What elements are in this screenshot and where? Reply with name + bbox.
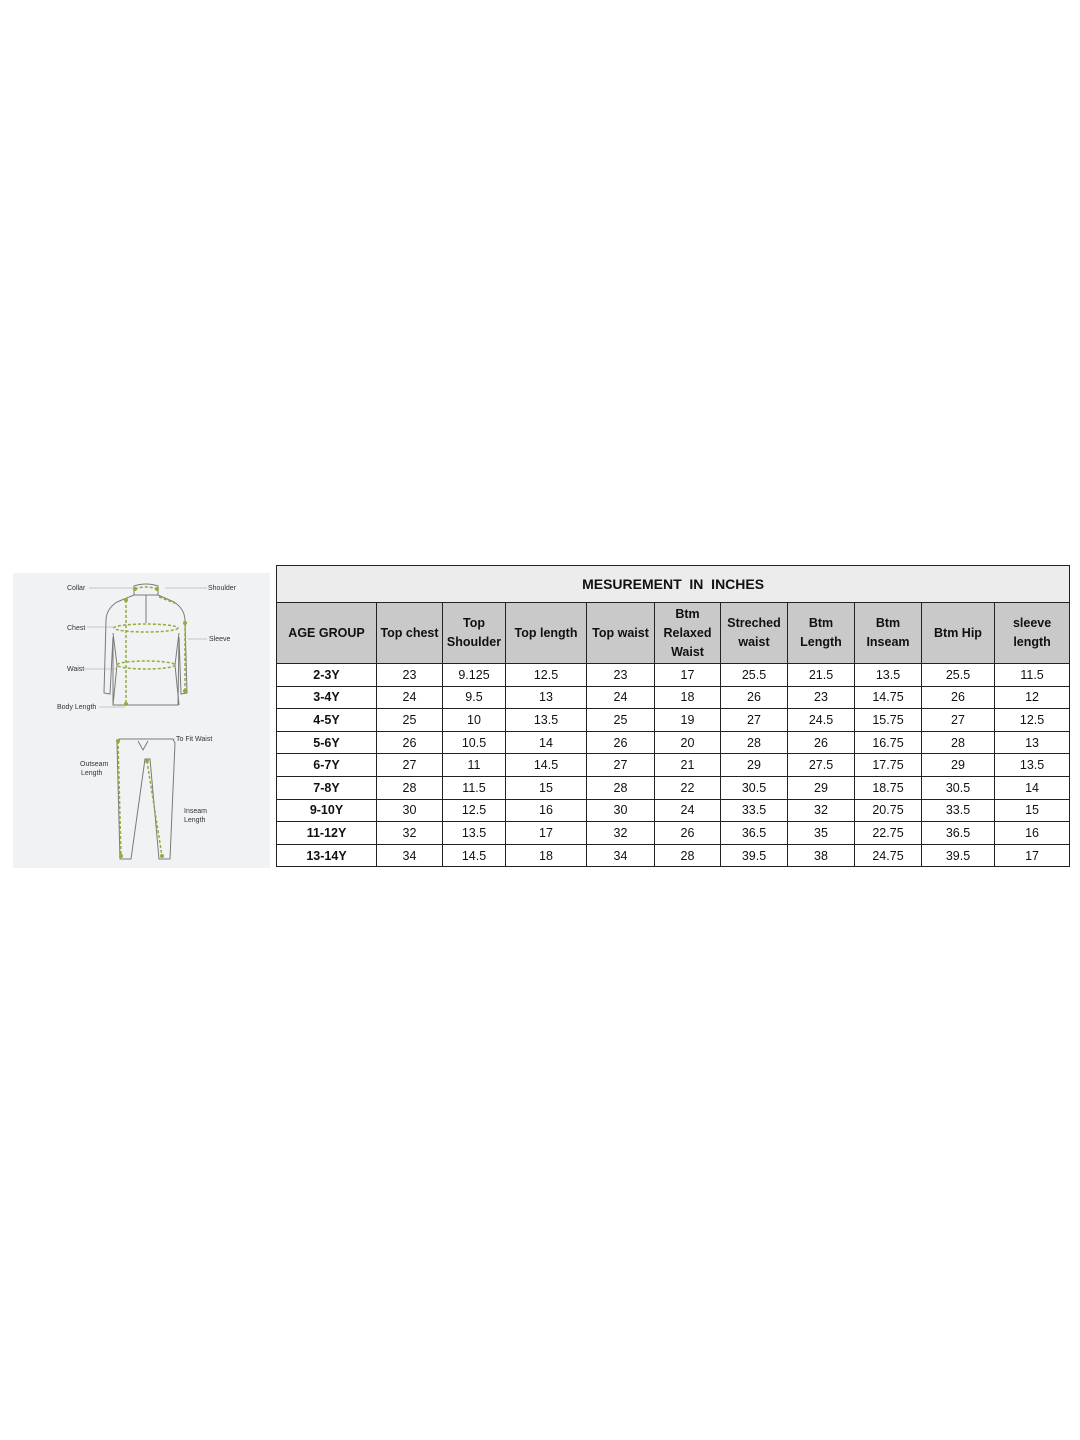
column-header-line: waist [738, 635, 770, 649]
measurement-cell: 29 [721, 754, 788, 777]
measurement-cell: 25 [377, 709, 443, 732]
label-to-fit-waist: To Fit Waist [176, 736, 213, 743]
measurement-cell: 21 [655, 754, 721, 777]
measurement-cell: 27 [922, 709, 995, 732]
measurement-cell: 17 [655, 664, 721, 687]
pants-outline [117, 739, 175, 859]
measurement-cell: 15 [995, 799, 1070, 822]
age-group-cell: 13-14Y [277, 844, 377, 867]
label-sleeve: Sleeve [209, 636, 231, 643]
age-group-cell: 3-4Y [277, 686, 377, 709]
measurement-cell: 28 [377, 776, 443, 799]
label-inseam: Inseam [184, 808, 207, 815]
column-header-line: Top waist [592, 625, 649, 640]
table-title: MESUREMENT IN INCHES [277, 566, 1070, 603]
table-row [277, 799, 1070, 822]
measurement-cell: 29 [788, 776, 855, 799]
table-row [277, 709, 1070, 732]
age-group-cell: 2-3Y [277, 664, 377, 687]
measurement-cell: 34 [587, 844, 655, 867]
measurement-cell: 14.5 [506, 754, 587, 777]
column-header-line: Top [463, 616, 485, 630]
column-header [443, 603, 506, 664]
measurement-cell: 24.75 [855, 844, 922, 867]
measurement-cell: 23 [788, 686, 855, 709]
measurement-cell: 18.75 [855, 776, 922, 799]
measurement-cell: 12.5 [506, 664, 587, 687]
measurement-cell: 11 [443, 754, 506, 777]
measurement-cell: 38 [788, 844, 855, 867]
measurement-cell: 25.5 [721, 664, 788, 687]
measurement-cell: 13.5 [443, 822, 506, 845]
measurement-cell: 32 [377, 822, 443, 845]
measurement-cell: 27 [721, 709, 788, 732]
column-header [506, 603, 587, 664]
measurement-cell: 29 [922, 754, 995, 777]
measurement-cell: 10.5 [443, 731, 506, 754]
column-header-line: AGE GROUP [288, 625, 365, 640]
measurement-cell: 14.75 [855, 686, 922, 709]
measurement-cell: 14 [506, 731, 587, 754]
age-group-cell: 6-7Y [277, 754, 377, 777]
measurement-cell: 12 [995, 686, 1070, 709]
measurement-cell: 17 [506, 822, 587, 845]
measurement-cell: 27 [377, 754, 443, 777]
column-header-line: Inseam [866, 635, 910, 649]
measurement-cell: 23 [587, 664, 655, 687]
column-header-line: Btm Hip [934, 625, 982, 640]
column-header-line: Top length [514, 625, 578, 640]
measurement-cell: 30.5 [922, 776, 995, 799]
column-header [587, 603, 655, 664]
measurement-cell: 22.75 [855, 822, 922, 845]
measurement-cell: 32 [587, 822, 655, 845]
table-row [277, 731, 1070, 754]
measurement-cell: 26 [788, 731, 855, 754]
column-header-line: Top chest [380, 625, 439, 640]
column-header-line: Btm [875, 616, 901, 630]
measurement-cell: 18 [506, 844, 587, 867]
label-outseam-length: Length [81, 770, 103, 777]
column-header-line: Shoulder [446, 635, 502, 649]
measurement-cell: 23 [377, 664, 443, 687]
measurement-cell: 27 [587, 754, 655, 777]
label-chest: Chest [67, 625, 86, 632]
measurement-cell: 17.75 [855, 754, 922, 777]
measurement-cell: 28 [922, 731, 995, 754]
measurement-cell: 36.5 [922, 822, 995, 845]
column-header-line: Btm [808, 616, 834, 630]
measurement-cell: 10 [443, 709, 506, 732]
measurement-cell: 30 [377, 799, 443, 822]
column-header [377, 603, 443, 664]
label-waist: Waist [67, 666, 85, 673]
measurement-cell: 12.5 [995, 709, 1070, 732]
measurement-lines [114, 587, 185, 856]
measurement-cell: 18 [655, 686, 721, 709]
measurement-cell: 34 [377, 844, 443, 867]
table-row [277, 664, 1070, 687]
measurement-cell: 11.5 [995, 664, 1070, 687]
measurement-cell: 24.5 [788, 709, 855, 732]
measurement-cell: 26 [587, 731, 655, 754]
table-row [277, 822, 1070, 845]
table-row [277, 844, 1070, 867]
measurement-cell: 39.5 [922, 844, 995, 867]
measurement-cell: 13.5 [995, 754, 1070, 777]
table-row [277, 776, 1070, 799]
measurement-cell: 36.5 [721, 822, 788, 845]
measurement-cell: 16.75 [855, 731, 922, 754]
garment-diagram-svg [13, 573, 270, 868]
column-header [655, 603, 721, 664]
measurement-cell: 39.5 [721, 844, 788, 867]
column-header [721, 603, 788, 664]
column-header [855, 603, 922, 664]
measurement-cell: 9.125 [443, 664, 506, 687]
measurement-cell: 13 [506, 686, 587, 709]
measurement-cell: 14 [995, 776, 1070, 799]
column-header-line: sleeve [1012, 616, 1052, 630]
column-header [922, 603, 995, 664]
measurement-cell: 11.5 [443, 776, 506, 799]
table-row [277, 754, 1070, 777]
measurement-cell: 13.5 [506, 709, 587, 732]
measurement-cell: 30.5 [721, 776, 788, 799]
measurement-cell: 26 [655, 822, 721, 845]
measurement-cell: 16 [506, 799, 587, 822]
age-group-cell: 4-5Y [277, 709, 377, 732]
column-header [995, 603, 1070, 664]
column-header [788, 603, 855, 664]
measurement-diagram [13, 573, 270, 868]
measurement-cell: 35 [788, 822, 855, 845]
label-outseam: Outseam [80, 761, 109, 768]
age-group-cell: 11-12Y [277, 822, 377, 845]
measurement-cell: 17 [995, 844, 1070, 867]
measurement-cell: 25.5 [922, 664, 995, 687]
measurement-cell: 15.75 [855, 709, 922, 732]
measurement-cell: 33.5 [922, 799, 995, 822]
measurement-cell: 20.75 [855, 799, 922, 822]
measurement-cell: 24 [377, 686, 443, 709]
measurement-cell: 19 [655, 709, 721, 732]
column-header-line: Length [800, 635, 842, 649]
column-header-line: Btm [675, 606, 700, 621]
measurement-cell: 28 [655, 844, 721, 867]
measurement-cell: 30 [587, 799, 655, 822]
label-shoulder: Shoulder [208, 585, 237, 592]
measurement-cell: 24 [655, 799, 721, 822]
measurement-cell: 25 [587, 709, 655, 732]
measurement-cell: 13 [995, 731, 1070, 754]
measurement-cell: 27.5 [788, 754, 855, 777]
measurement-cell: 12.5 [443, 799, 506, 822]
table-row [277, 686, 1070, 709]
measurement-cell: 16 [995, 822, 1070, 845]
column-header-line: length [1013, 635, 1051, 649]
column-header-line: Waist [671, 644, 704, 659]
measurement-cell: 26 [721, 686, 788, 709]
measurement-cell: 22 [655, 776, 721, 799]
measurement-cell: 9.5 [443, 686, 506, 709]
age-group-cell: 5-6Y [277, 731, 377, 754]
measurement-cell: 28 [587, 776, 655, 799]
measurement-cell: 26 [922, 686, 995, 709]
header-row [277, 603, 1070, 664]
measurement-cell: 26 [377, 731, 443, 754]
kurta-outline [104, 584, 187, 705]
column-header-line: Relaxed [663, 625, 712, 640]
measurement-cell: 33.5 [721, 799, 788, 822]
size-chart-table [276, 565, 1070, 867]
measurement-cell: 21.5 [788, 664, 855, 687]
measurement-cell: 15 [506, 776, 587, 799]
label-body-length: Body Length [57, 704, 97, 711]
table-body [277, 664, 1070, 867]
measurement-cell: 13.5 [855, 664, 922, 687]
label-inseam-length: Length [184, 817, 206, 824]
measurement-cell: 24 [587, 686, 655, 709]
measurement-cell: 32 [788, 799, 855, 822]
age-group-cell: 7-8Y [277, 776, 377, 799]
age-group-cell: 9-10Y [277, 799, 377, 822]
measurement-cell: 28 [721, 731, 788, 754]
title-row [277, 566, 1070, 603]
measurement-cell: 20 [655, 731, 721, 754]
measurement-cell: 14.5 [443, 844, 506, 867]
column-header [277, 603, 377, 664]
label-collar: Collar [67, 585, 86, 592]
column-header-line: Streched [727, 616, 781, 630]
